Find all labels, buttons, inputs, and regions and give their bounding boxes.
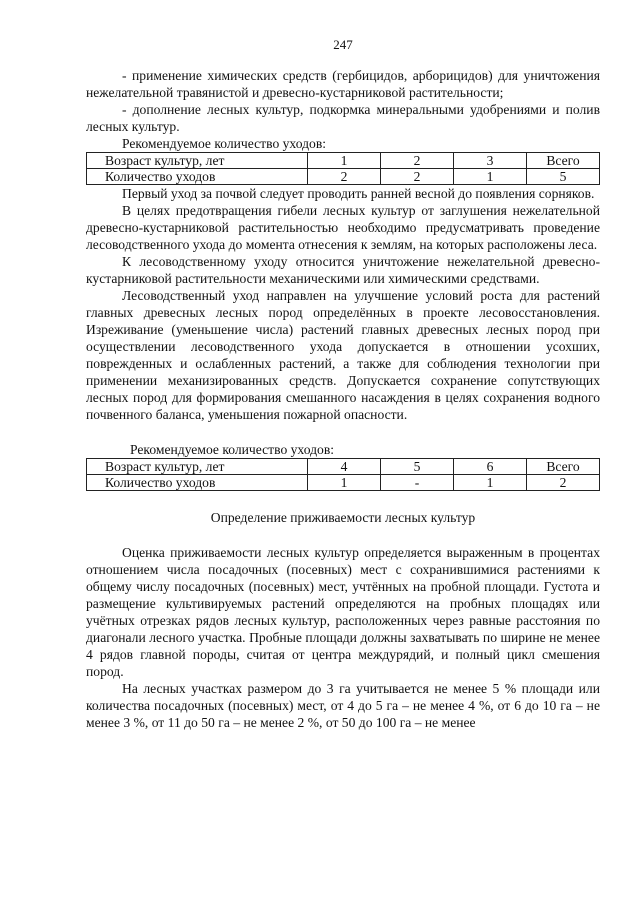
table-cell: 1 bbox=[454, 169, 527, 185]
paragraph: На лесных участках размером до 3 га учитывается не менее 5 % площади или количества посадочных (посевных) мест, от 4 до 5 га – не менее 4 %, от 6 до 10 га – не менее 3 %, от 11 до 50 га – не менее 2 %, от 50 до 100 га – не менее bbox=[86, 681, 600, 730]
table-cell: Возраст культур, лет bbox=[87, 153, 308, 169]
table-cell: 2 bbox=[381, 169, 454, 185]
table-cell: 2 bbox=[308, 169, 381, 185]
document-page bbox=[86, 36, 600, 731]
page-number: 247 bbox=[333, 37, 353, 52]
table-cell: Количество уходов bbox=[87, 169, 308, 185]
table-cell: 5 bbox=[381, 459, 454, 475]
paragraph: Первый уход за почвой следует проводить ранней весной до появления сорняков. bbox=[122, 186, 595, 201]
paragraph: Оценка приживаемости лесных культур определяется выраженным в процентах отношением числа посадочных (посевных) мест с сохранившимися растениями к общему числу посадочных (посевных) мест, учтённых на пробной площади. Густота и размещение культивируемых растений определяются на пробных площадях или учётных отрезках рядов лесных культур, расположенных через равные расстояния по диагонали лесного участка. Пробные площади должны захватывать по ширине не менее 4 рядов главной породы, считая от центра междурядий, и полный цикл смешения пород. bbox=[86, 545, 600, 679]
table-cell: 4 bbox=[308, 459, 381, 475]
table-cell: - bbox=[381, 475, 454, 491]
care-count-table-2 bbox=[86, 458, 600, 491]
table-row bbox=[87, 169, 600, 185]
care-count-table-1 bbox=[86, 152, 600, 185]
paragraph: - применение химических средств (гербицидов, арборицидов) для уничтожения нежелательной травянистой и древесно-кустарниковой растительности; bbox=[86, 68, 600, 100]
table-cell: 5 bbox=[527, 169, 600, 185]
table-cell: 2 bbox=[381, 153, 454, 169]
table-cell: 1 bbox=[308, 153, 381, 169]
table-cell: 6 bbox=[454, 459, 527, 475]
table-cell: Всего bbox=[527, 459, 600, 475]
table-row bbox=[87, 475, 600, 491]
paragraph: В целях предотвращения гибели лесных культур от заглушения нежелательной древесно-кустарниковой растительностью необходимо предусматривать проведение лесоводственного ухода до момента отнесения к землям, на которых расположены леса. bbox=[86, 203, 600, 252]
section-heading: Определение приживаемости лесных культур bbox=[210, 510, 476, 525]
table-cell: 2 bbox=[527, 475, 600, 491]
table-caption: Рекомендуемое количество уходов: bbox=[122, 136, 327, 151]
table-row bbox=[87, 459, 600, 475]
table-cell: 3 bbox=[454, 153, 527, 169]
table-cell: Возраст культур, лет bbox=[87, 459, 308, 475]
paragraph: Лесоводственный уход направлен на улучшение условий роста для растений главных древесных лесных пород определённых в проекте лесовосстановления. Изреживание (уменьшение числа) растений главных древесных лесных пород при осуществлении лесоводственного ухода допускается в отношении усохших, поврежденных и ослабленных растений, а также для соблюдения технологии при применении механизированных средств. Допускается сохранение сопутствующих лесных пород для формирования смешанного насаждения в целях сохранения водного почвенного баланса, уменьшения пожарной опасности. bbox=[86, 288, 600, 422]
table-cell: 1 bbox=[308, 475, 381, 491]
table-caption: Рекомендуемое количество уходов: bbox=[130, 442, 335, 457]
paragraph: - дополнение лесных культур, подкормка минеральными удобрениями и полив лесных культур. bbox=[86, 102, 600, 134]
table-cell: Количество уходов bbox=[87, 475, 308, 491]
table-row bbox=[87, 153, 600, 169]
table-cell: 1 bbox=[454, 475, 527, 491]
paragraph: К лесоводственному уходу относится уничтожение нежелательной древесно-кустарниковой растительности механическими или химическими средствами. bbox=[86, 254, 600, 286]
table-cell: Всего bbox=[527, 153, 600, 169]
